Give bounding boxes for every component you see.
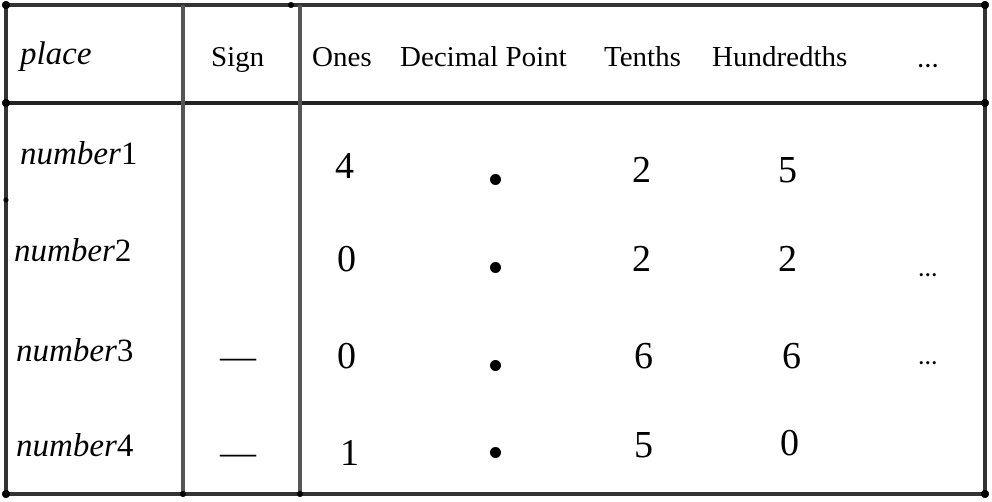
row-label-word: number bbox=[16, 333, 117, 369]
row-label-index: 4 bbox=[116, 428, 134, 464]
cell-ones-2: 0 bbox=[337, 238, 356, 280]
header-place: place bbox=[20, 36, 92, 72]
cell-tenths-4: 5 bbox=[634, 424, 653, 466]
header-sign: Sign bbox=[211, 41, 265, 73]
decimal-point-dot-4 bbox=[490, 447, 501, 458]
table-border bbox=[6, 5, 985, 494]
cell-ones-3: 0 bbox=[337, 335, 356, 377]
row-label-word: number bbox=[14, 233, 115, 269]
cell-tenths-2: 2 bbox=[632, 238, 651, 280]
header-decimal-point: Decimal Point bbox=[400, 41, 567, 73]
row-label-word: number bbox=[20, 136, 121, 172]
decimal-point-dot-1 bbox=[490, 174, 501, 185]
header-tenths: Tenths bbox=[604, 41, 681, 73]
cell-hundredths-4: 0 bbox=[780, 422, 799, 464]
row-label-4 bbox=[16, 430, 133, 463]
cell-sign-4: — bbox=[220, 432, 256, 472]
junction-dots bbox=[2, 1, 989, 498]
cell-more-2: ... bbox=[918, 253, 938, 282]
row-label-3 bbox=[16, 335, 133, 368]
row-label-1 bbox=[20, 138, 137, 171]
cell-ones-1: 4 bbox=[335, 145, 354, 187]
cell-hundredths-1: 5 bbox=[778, 149, 797, 191]
row-label-word: number bbox=[16, 428, 117, 464]
cell-more-3: ... bbox=[918, 341, 938, 370]
row-label-index: 2 bbox=[114, 233, 132, 269]
row-label-2 bbox=[14, 235, 131, 268]
cell-tenths-1: 2 bbox=[632, 149, 651, 191]
header-ones: Ones bbox=[312, 41, 372, 73]
decimal-point-dot-2 bbox=[490, 262, 501, 273]
cell-sign-3: — bbox=[220, 336, 256, 376]
cell-hundredths-2: 2 bbox=[778, 238, 797, 280]
row-label-index: 1 bbox=[120, 136, 138, 172]
row-label-index: 3 bbox=[116, 333, 134, 369]
header-more: ... bbox=[917, 42, 939, 74]
cell-hundredths-3: 6 bbox=[782, 335, 801, 377]
cell-tenths-3: 6 bbox=[634, 335, 653, 377]
cell-ones-4: 1 bbox=[340, 432, 359, 474]
decimal-point-dot-3 bbox=[490, 360, 501, 371]
header-hundredths: Hundredths bbox=[712, 41, 848, 73]
